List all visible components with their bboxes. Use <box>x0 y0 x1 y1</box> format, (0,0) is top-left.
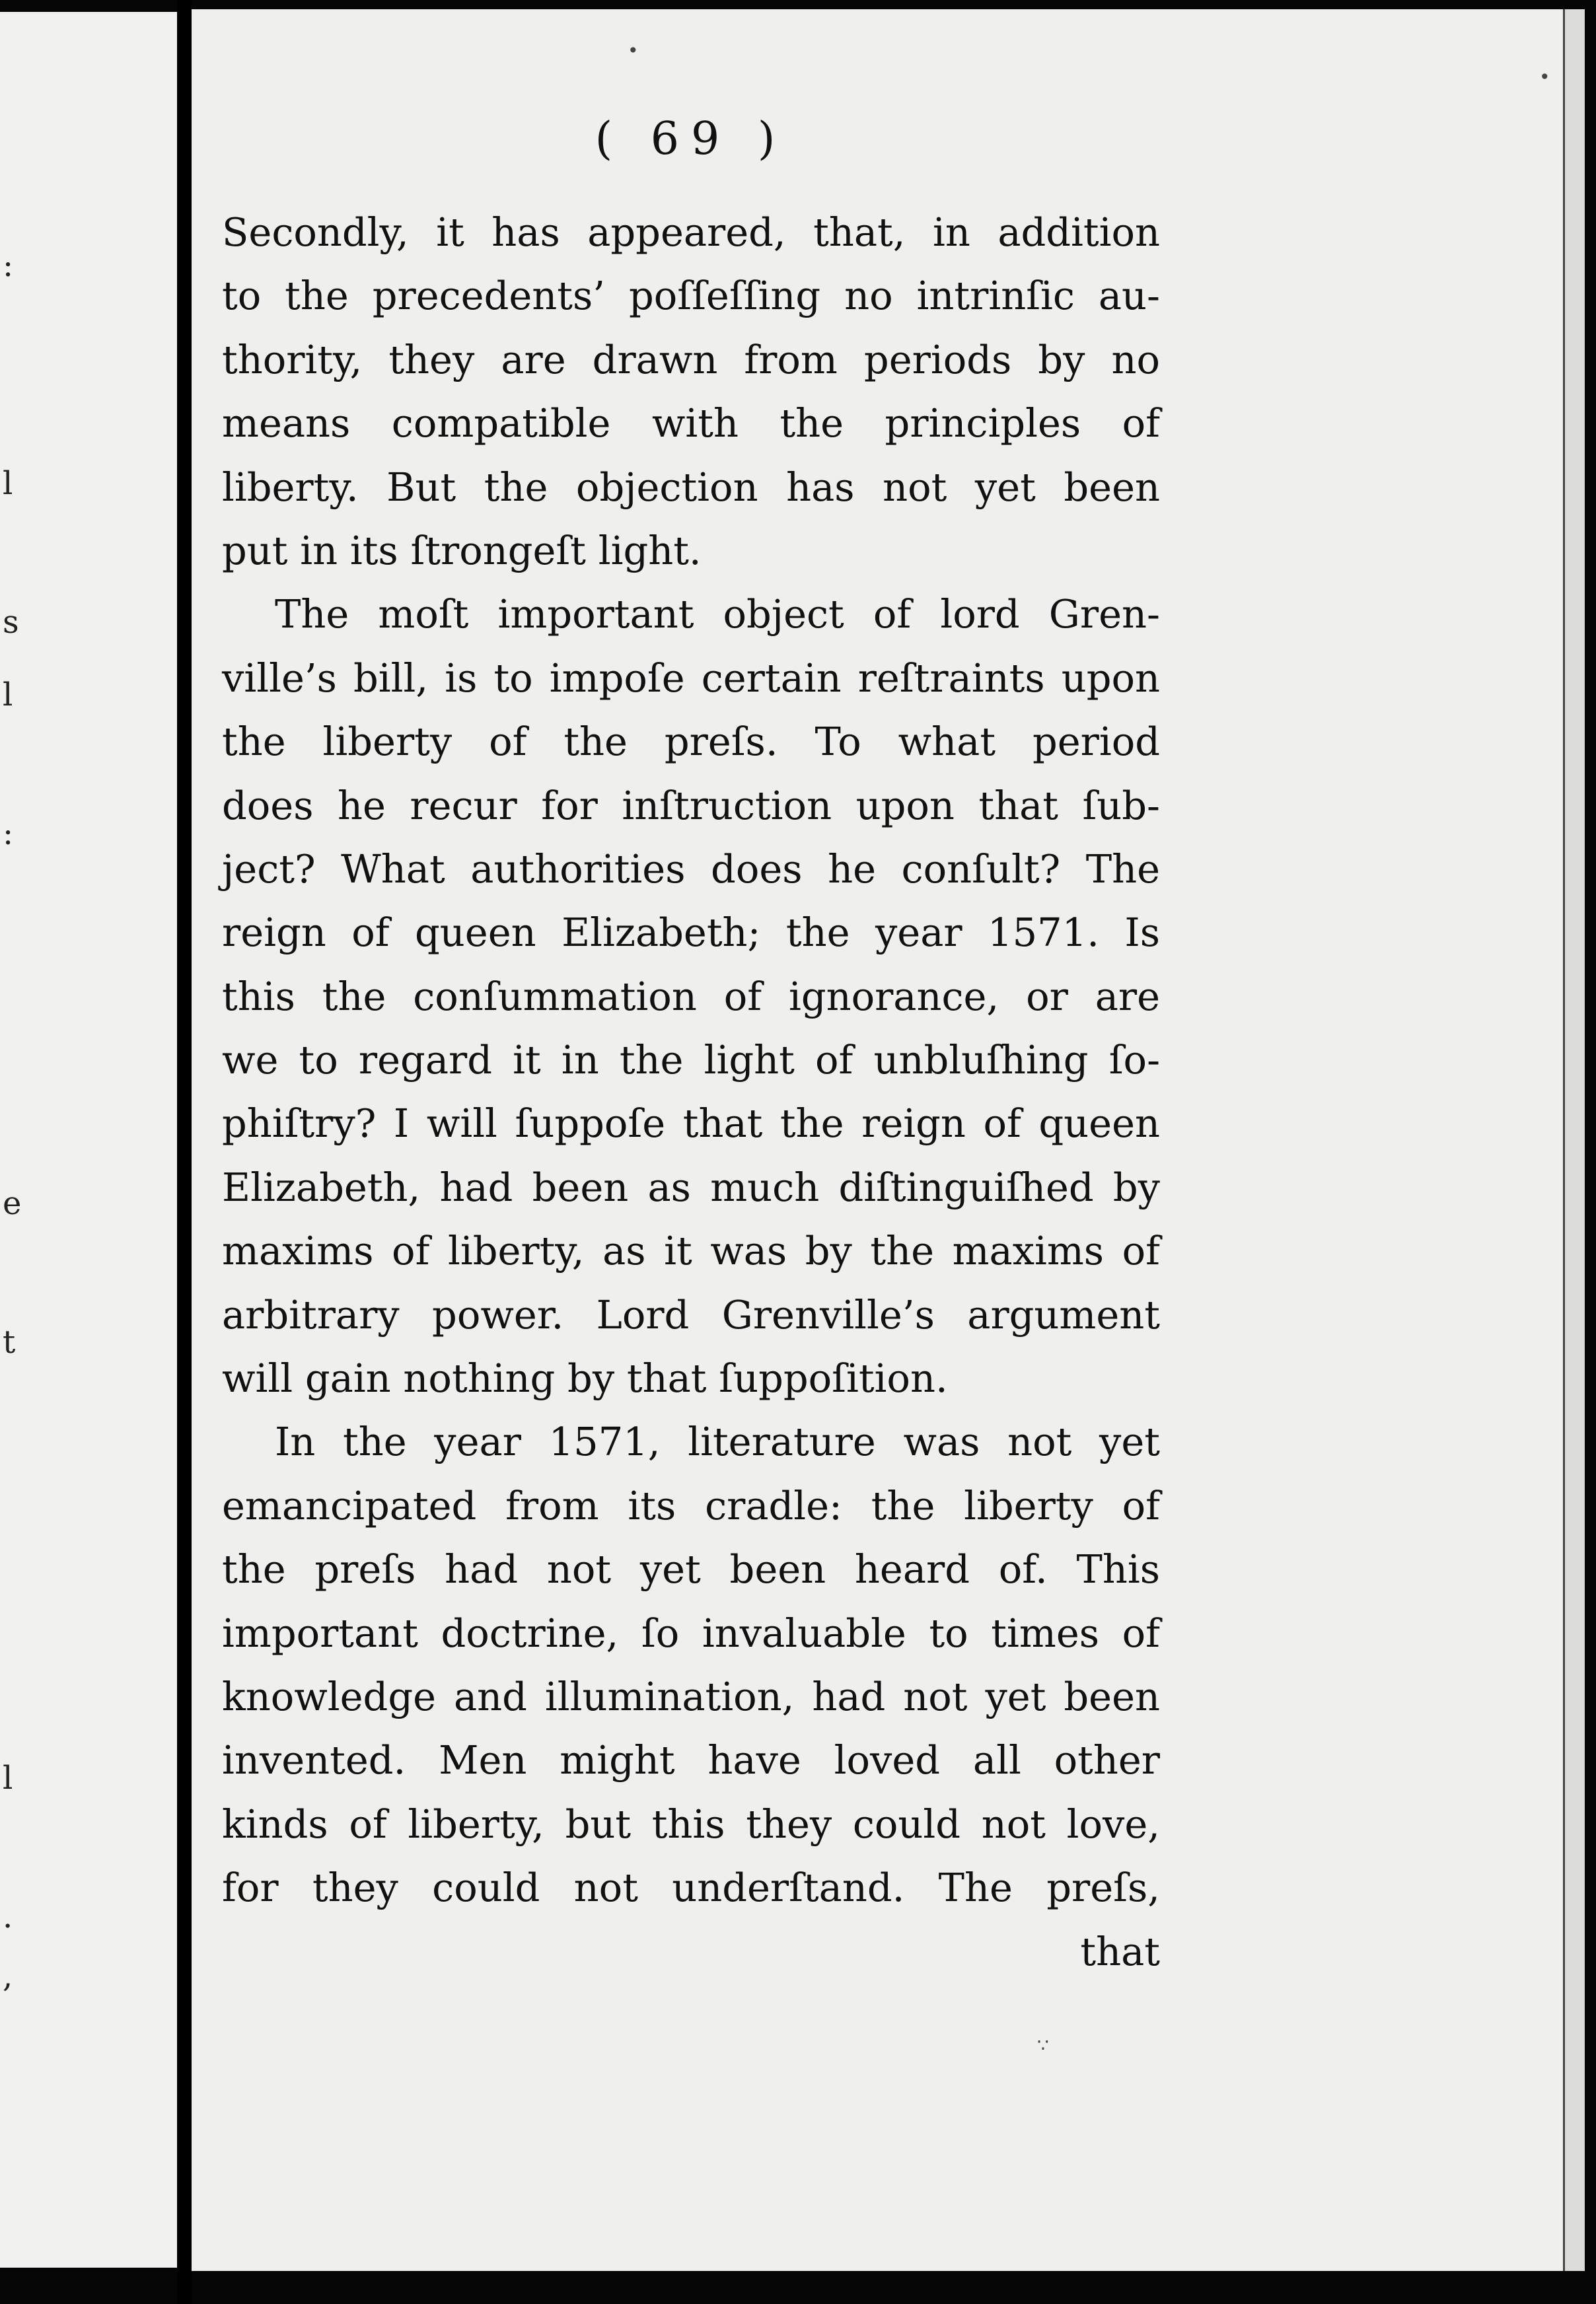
text-line: emancipated from its cradle: the liberty of <box>222 1482 1160 1529</box>
paragraph <box>222 583 1160 1410</box>
speck: • <box>1539 66 1550 88</box>
paragraph <box>222 201 1160 583</box>
text-line: Elizabeth, had been as much diſtinguiſhed by <box>222 1164 1160 1210</box>
page-text <box>222 111 1160 1984</box>
text-line: arbitrary power. Lord Grenville’s argument <box>222 1291 1160 1338</box>
facing-page-edge <box>0 12 177 2268</box>
text-line: will gain nothing by that ſuppoſition. <box>222 1355 948 1402</box>
text-line: we to regard it in the light of unbluſhing ſo- <box>222 1037 1160 1083</box>
book-gutter <box>177 0 192 2304</box>
text-line: important doctrine, ſo invaluable to times of <box>222 1610 1160 1656</box>
text-line: liberty. But the objection has not yet been <box>222 464 1160 510</box>
margin-fragment: t <box>3 1324 16 1361</box>
text-line: In the year 1571, literature was not yet <box>275 1419 1160 1465</box>
speck: • <box>628 40 639 61</box>
text-line: Secondly, it has appeared, that, in addition <box>222 209 1160 255</box>
margin-fragment: : <box>3 815 14 852</box>
catchword: that <box>1080 1928 1160 1974</box>
paragraphs <box>222 201 1160 1920</box>
text-line: phiſtry? I will ſuppoſe that the reign of queen <box>222 1100 1160 1147</box>
text-line: kinds of liberty, but this they could not love, <box>222 1801 1160 1847</box>
margin-fragment: s <box>3 604 19 641</box>
text-line: the liberty of the preſs. To what period <box>222 719 1160 765</box>
margin-fragment: , <box>3 1958 13 1995</box>
margin-fragment: : <box>3 247 14 284</box>
text-line: this the conſummation of ignorance, or are <box>222 973 1160 1019</box>
text-line: does he recur for inſtruction upon that ſub- <box>222 782 1160 828</box>
text-line: invented. Men might have loved all other <box>222 1737 1160 1783</box>
text-line: maxims of liberty, as it was by the maxims of <box>222 1228 1160 1274</box>
margin-fragment: l <box>3 676 13 713</box>
text-line: means compatible with the principles of <box>222 400 1160 447</box>
text-line: ject? What authorities does he conſult? The <box>222 846 1160 892</box>
margin-fragment: e <box>3 1185 22 1222</box>
text-line: reign of queen Elizabeth; the year 1571. Is <box>222 910 1160 956</box>
text-line: knowledge and illumination, had not yet been <box>222 1673 1160 1719</box>
page-fore-edge <box>1563 9 1585 2271</box>
text-line: to the precedents’ poſſeſſing no intrinſic au- <box>222 273 1160 319</box>
speck: ∵ <box>1037 2034 1049 2056</box>
text-line: the preſs had not yet been heard of. This <box>222 1546 1160 1593</box>
text-line: ville’s bill, is to impoſe certain reſtraints upon <box>222 655 1160 701</box>
page-number: ( 69 ) <box>595 113 787 165</box>
margin-fragment: l <box>3 1760 13 1797</box>
facing-page-margin-fragments <box>0 12 40 2268</box>
margin-fragment: l <box>3 465 13 502</box>
text-line: thority, they are drawn from periods by no <box>222 336 1160 382</box>
paragraph <box>222 1410 1160 1920</box>
text-line: The moſt important object of lord Gren- <box>275 591 1160 637</box>
text-line: put in its ſtrongeſt light. <box>222 527 702 573</box>
text-line: for they could not underſtand. The preſs, <box>222 1865 1160 1911</box>
margin-fragment: . <box>3 1898 13 1935</box>
